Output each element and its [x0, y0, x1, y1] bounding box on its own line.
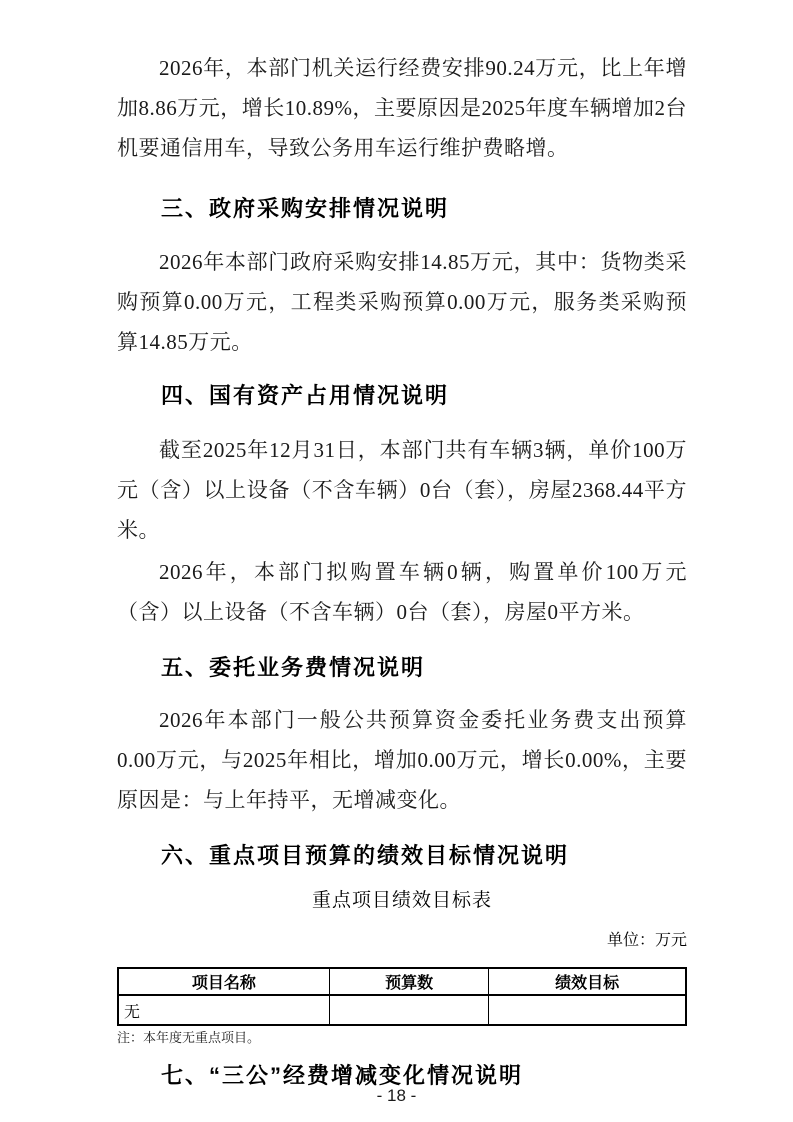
section-heading-three-public-expenses: 七、“三公”经费增减变化情况说明	[161, 1063, 524, 1088]
section-heading-government-procurement: 三、政府采购安排情况说明	[161, 196, 450, 221]
performance-table-title: 重点项目绩效目标表	[311, 890, 492, 911]
table-row	[118, 995, 686, 1025]
paragraph-procurement-budget: 2026年本部门政府采购安排14.85万元，其中：货物类采购预算0.00万元，工程类采购预算0.00万元，服务类采购预算14.85万元。	[117, 250, 687, 354]
document-content	[117, 0, 687, 1091]
section-heading-state-assets: 四、国有资产占用情况说明	[161, 383, 450, 408]
paragraph-assets-current: 截至2025年12月31日，本部门共有车辆3辆，单价100万元（含）以上设备（不含车辆）0台（套），房屋2368.44平方米。	[117, 438, 687, 542]
paragraph-assets-planned: 2026年，本部门拟购置车辆0辆，购置单价100万元（含）以上设备（不含车辆）0台（套），房屋0平方米。	[117, 560, 687, 624]
performance-target-table	[117, 967, 687, 1026]
section-heading-entrusted-business-fee: 五、委托业务费情况说明	[161, 655, 426, 680]
cell-project-name: 无	[118, 995, 329, 1025]
cell-performance-target	[489, 995, 686, 1025]
column-header-budget-amount: 预算数	[329, 968, 489, 995]
table-note: 注：本年度无重点项目。	[117, 1030, 261, 1045]
paragraph-entrusted-business-fee: 2026年本部门一般公共预算资金委托业务费支出预算0.00万元，与2025年相比，增加0.00万元，增长0.00%，主要原因是：与上年持平，无增减变化。	[117, 708, 687, 812]
column-header-project-name: 项目名称	[118, 968, 329, 995]
paragraph-operating-expense: 2026年，本部门机关运行经费安排90.24万元，比上年增加8.86万元，增长10.89%，主要原因是2025年度车辆增加2台机要通信用车，导致公务用车运行维护费略增。	[117, 56, 687, 160]
unit-label: 单位：万元	[606, 932, 687, 949]
section-heading-key-project-performance: 六、重点项目预算的绩效目标情况说明	[161, 843, 570, 868]
column-header-performance-target: 绩效目标	[489, 968, 686, 995]
page-number: - 18 -	[376, 1086, 417, 1105]
table-header-row	[118, 968, 686, 995]
cell-budget-amount	[329, 995, 489, 1025]
